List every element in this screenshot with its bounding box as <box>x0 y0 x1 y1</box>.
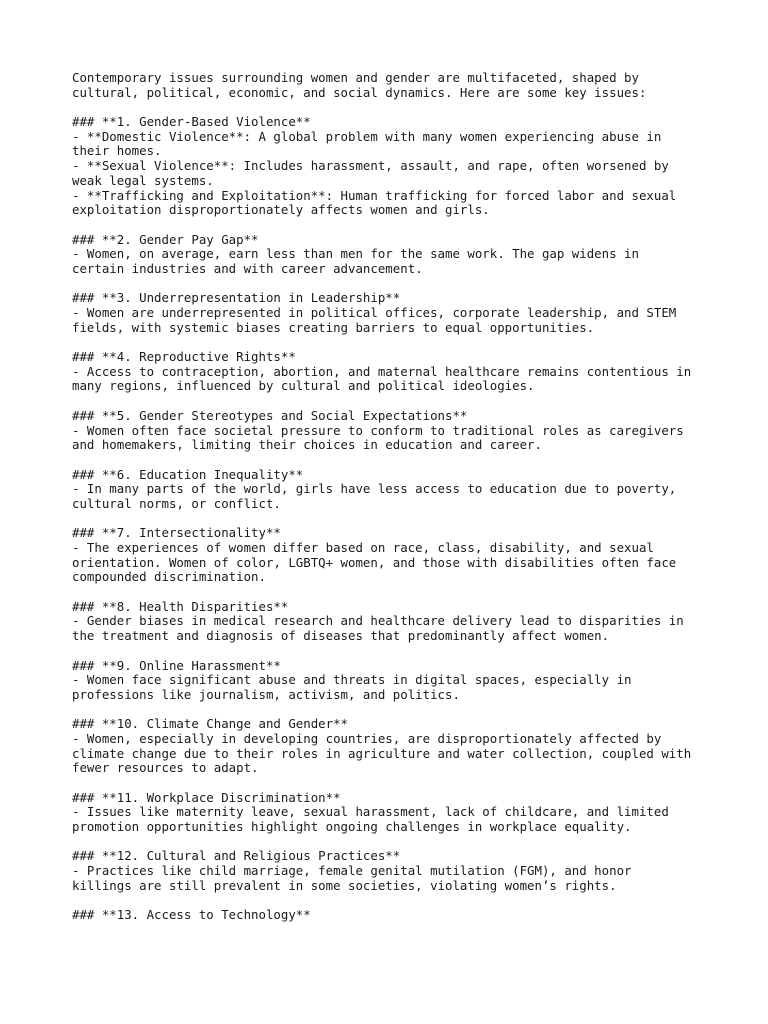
section-heading: ### **13. Access to Technology** <box>72 907 311 923</box>
paragraph-gap <box>72 512 708 527</box>
intro-line: cultural, political, economic, and social dynamics. Here are some key issues: <box>72 84 647 100</box>
section-line: climate change due to their roles in agriculture and water collection, coupled with <box>72 745 692 761</box>
paragraph-gap <box>72 218 708 233</box>
paragraph-gap <box>72 703 708 718</box>
section-line: - Issues like maternity leave, sexual harassment, lack of childcare, and limited <box>72 804 669 820</box>
section-heading: ### **5. Gender Stereotypes and Social Expectations** <box>72 407 468 423</box>
section-line: - The experiences of women differ based on race, class, disability, and sexual <box>72 540 654 555</box>
paragraph-gap <box>72 585 708 600</box>
section-heading: ### **9. Online Harassment** <box>72 657 281 673</box>
section-heading: ### **11. Workplace Discrimination** <box>72 789 341 805</box>
section-line: - Women, on average, earn less than men for the same work. The gap widens in <box>72 246 639 262</box>
section-line: - In many parts of the world, girls have less access to education due to poverty, <box>72 481 677 497</box>
section-line: fields, with systemic biases creating barriers to equal opportunities. <box>72 319 595 335</box>
section-heading: ### **1. Gender-Based Violence** <box>72 114 311 130</box>
section-line: - Practices like child marriage, female genital mutilation (FGM), and honor <box>72 863 632 879</box>
section-line: - **Trafficking and Exploitation**: Human trafficking for forced labor and sexual <box>72 187 677 203</box>
section-line: orientation. Women of color, LGBTQ+ women, and those with disabilities often face <box>72 554 677 570</box>
paragraph-gap <box>72 835 708 850</box>
paragraph-gap <box>72 894 708 909</box>
document-body <box>72 71 708 923</box>
section-line: - Women are underrepresented in political offices, corporate leadership, and STEM <box>72 305 677 320</box>
section-heading: ### **7. Intersectionality** <box>72 525 281 541</box>
section-line: - **Sexual Violence**: Includes harassment, assault, and rape, often worsened by <box>72 158 669 174</box>
section-line: - **Domestic Violence**: A global problem with many women experiencing abuse in <box>72 128 662 144</box>
paragraph-gap <box>72 277 708 292</box>
paragraph-gap <box>72 100 708 115</box>
section-heading: ### **3. Underrepresentation in Leadership** <box>72 290 401 306</box>
paragraph-gap <box>72 453 708 468</box>
paragraph-gap <box>72 644 708 659</box>
paragraph-gap <box>72 335 708 350</box>
section-line: - Women face significant abuse and threats in digital spaces, especially in <box>72 672 632 688</box>
section-heading: ### **2. Gender Pay Gap** <box>72 231 259 247</box>
section-line: professions like journalism, activism, and politics. <box>72 686 460 702</box>
paragraph-gap <box>72 776 708 791</box>
section-line: promotion opportunities highlight ongoing challenges in workplace equality. <box>72 819 632 835</box>
section-line: many regions, influenced by cultural and political ideologies. <box>72 378 535 394</box>
section-line: killings are still prevalent in some societies, violating women’s rights. <box>72 877 617 893</box>
section-line: compounded discrimination. <box>72 569 266 585</box>
section-line: their homes. <box>72 143 162 159</box>
section-heading: ### **8. Health Disparities** <box>72 598 289 614</box>
section-line: cultural norms, or conflict. <box>72 495 281 511</box>
section-heading: ### **12. Cultural and Religious Practices** <box>72 848 401 864</box>
section-line: - Access to contraception, abortion, and maternal healthcare remains contentious in <box>72 363 692 379</box>
section-line: exploitation disproportionately affects women and girls. <box>72 202 490 218</box>
section-line: weak legal systems. <box>72 172 214 188</box>
section-line: - Women often face societal pressure to conform to traditional roles as caregivers <box>72 422 684 438</box>
section-line: - Gender biases in medical research and healthcare delivery lead to disparities in <box>72 613 684 629</box>
section-line: fewer resources to adapt. <box>72 760 259 776</box>
section-line: and homemakers, limiting their choices in education and career. <box>72 437 542 453</box>
section-heading: ### **6. Education Inequality** <box>72 466 304 482</box>
section-heading: ### **10. Climate Change and Gender** <box>72 716 349 732</box>
section-line: certain industries and with career advancement. <box>72 260 423 276</box>
section-line: - Women, especially in developing countries, are disproportionately affected by <box>72 730 662 746</box>
section-line: the treatment and diagnosis of diseases that predominantly affect women. <box>72 628 610 644</box>
section-heading: ### **4. Reproductive Rights** <box>72 349 296 365</box>
intro-line: Contemporary issues surrounding women and gender are multifaceted, shaped by <box>72 70 639 85</box>
paragraph-gap <box>72 394 708 409</box>
